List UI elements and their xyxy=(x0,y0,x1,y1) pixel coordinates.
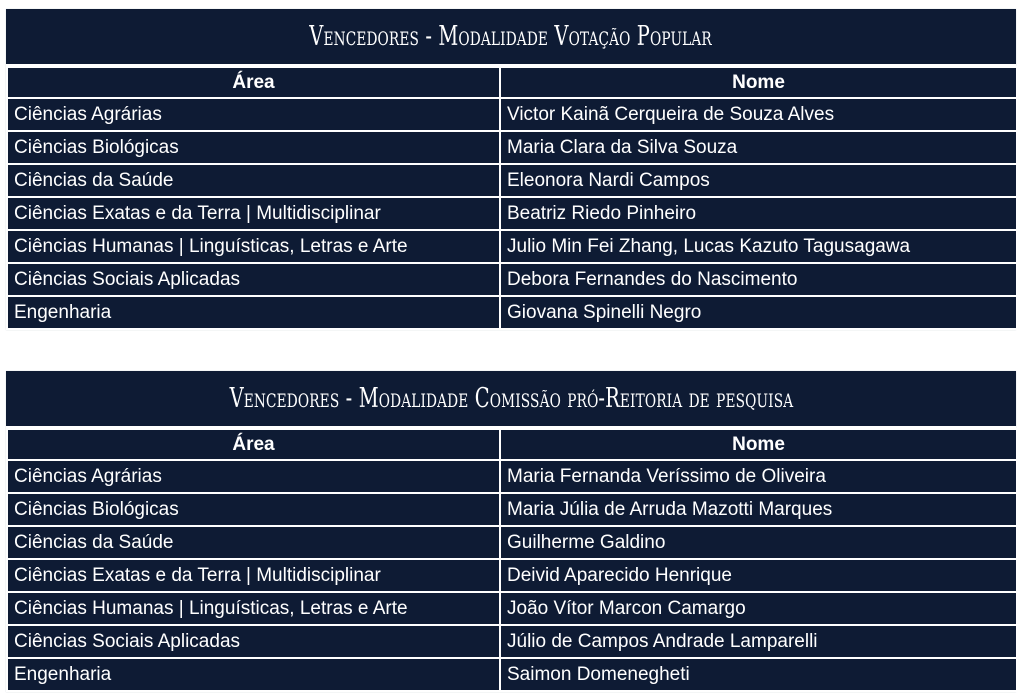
table-title-bar xyxy=(6,371,1016,428)
table-row xyxy=(7,230,1017,263)
table-header-row xyxy=(7,67,1017,98)
area-cell: Ciências da Saúde xyxy=(7,526,500,559)
name-cell: Victor Kainã Cerqueira de Souza Alves xyxy=(500,98,1017,131)
name-cell: Júlio de Campos Andrade Lamparelli xyxy=(500,625,1017,658)
name-cell: Maria Júlia de Arruda Mazotti Marques xyxy=(500,493,1017,526)
area-cell: Ciências Humanas | Linguísticas, Letras e Arte xyxy=(7,592,500,625)
table-row xyxy=(7,296,1017,329)
table-row xyxy=(7,559,1017,592)
winners-table-popular-vote xyxy=(6,9,1016,330)
name-cell: Guilherme Galdino xyxy=(500,526,1017,559)
table-row xyxy=(7,658,1017,691)
column-header-name: Nome xyxy=(500,429,1017,460)
table-row xyxy=(7,625,1017,658)
area-cell: Ciências Humanas | Linguísticas, Letras e Arte xyxy=(7,230,500,263)
area-cell: Ciências Sociais Aplicadas xyxy=(7,263,500,296)
area-cell: Ciências Agrárias xyxy=(7,98,500,131)
winners-table xyxy=(6,428,1018,692)
table-row xyxy=(7,164,1017,197)
table-row xyxy=(7,493,1017,526)
area-cell: Ciências Exatas e da Terra | Multidisciplinar xyxy=(7,559,500,592)
area-cell: Ciências Biológicas xyxy=(7,131,500,164)
table-row xyxy=(7,263,1017,296)
name-cell: Beatriz Riedo Pinheiro xyxy=(500,197,1017,230)
table-title: Vencedores - Modalidade Comissão pró-Reitoria de pesquisa xyxy=(229,383,793,414)
table-title-bar xyxy=(6,9,1016,66)
name-cell: Deivid Aparecido Henrique xyxy=(500,559,1017,592)
area-cell: Ciências Agrárias xyxy=(7,460,500,493)
name-cell: Eleonora Nardi Campos xyxy=(500,164,1017,197)
name-cell: Maria Clara da Silva Souza xyxy=(500,131,1017,164)
area-cell: Ciências Exatas e da Terra | Multidisciplinar xyxy=(7,197,500,230)
name-cell: Debora Fernandes do Nascimento xyxy=(500,263,1017,296)
column-header-area: Área xyxy=(7,67,500,98)
column-header-area: Área xyxy=(7,429,500,460)
table-row xyxy=(7,592,1017,625)
table-row xyxy=(7,131,1017,164)
name-cell: Saimon Domenegheti xyxy=(500,658,1017,691)
area-cell: Ciências Sociais Aplicadas xyxy=(7,625,500,658)
table-row xyxy=(7,98,1017,131)
table-title: Vencedores - Modalidade Votação Popular xyxy=(309,21,713,52)
winners-table xyxy=(6,66,1018,330)
table-header-row xyxy=(7,429,1017,460)
name-cell: Giovana Spinelli Negro xyxy=(500,296,1017,329)
table-row xyxy=(7,197,1017,230)
area-cell: Ciências Biológicas xyxy=(7,493,500,526)
area-cell: Ciências da Saúde xyxy=(7,164,500,197)
winners-table-committee xyxy=(6,371,1016,692)
name-cell: Julio Min Fei Zhang, Lucas Kazuto Tagusagawa xyxy=(500,230,1017,263)
column-header-name: Nome xyxy=(500,67,1017,98)
table-row xyxy=(7,526,1017,559)
table-row xyxy=(7,460,1017,493)
area-cell: Engenharia xyxy=(7,296,500,329)
area-cell: Engenharia xyxy=(7,658,500,691)
name-cell: Maria Fernanda Veríssimo de Oliveira xyxy=(500,460,1017,493)
name-cell: João Vítor Marcon Camargo xyxy=(500,592,1017,625)
